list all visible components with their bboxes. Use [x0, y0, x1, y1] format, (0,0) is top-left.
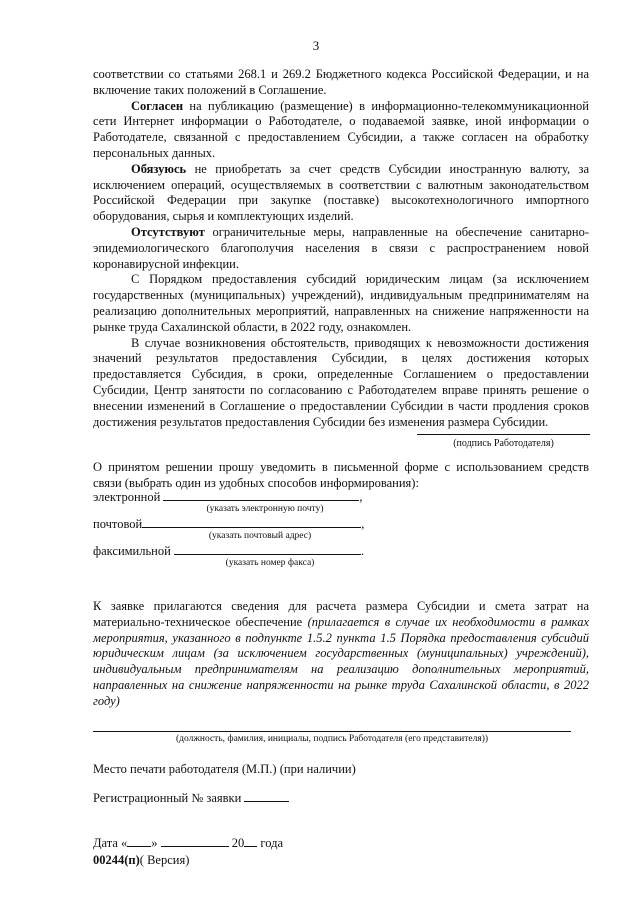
- page-number: 3: [312, 38, 320, 53]
- fax-label: факсимильной: [93, 544, 171, 558]
- postal-contact-row: почтовой ,: [93, 517, 365, 531]
- postal-hint: (указать почтовый адрес): [208, 531, 312, 541]
- employer-signature-label: (подпись Работодателя): [453, 438, 554, 449]
- official-signature-line[interactable]: [93, 731, 571, 732]
- consent-keyword: Согласен: [131, 98, 184, 113]
- fax-number-field[interactable]: [174, 543, 361, 555]
- paragraph-consent-publication: Согласен на публикацию (размещение) в информационно-телекоммуникационной сети Интернет информации о Работодателе, о подаваемой заявке, иной информации о Работодателе, связанной с предоставлением Субсидии, а также согласен на обработку персональных данных.: [93, 98, 589, 160]
- paragraph-budget-code: соответствии со статьями 268.1 и 269.2 Бюджетного кодекса Российской Федерации, и на включение таких положений в Соглашение.: [93, 67, 589, 97]
- paragraph-circumstances: В случае возникновения обстоятельств, приводящих к невозможности достижения значений результатов предоставления Субсидии, в целях достижения которых предоставляется Субсидия, в сроки, определенные Соглашением о предоставлении Субсидии, Центр занятости по согласованию с Работодателем вправе принять решение о внесении изменений в Соглашение о предоставлении Субсидии в части продления сроков достижения результатов предоставления Субсидии без изменения размера Субсидии.: [93, 335, 589, 429]
- terms-body: [93, 67, 589, 430]
- paragraph-restrictions: Отсутствуют ограничительные меры, направленные на обеспечение санитарно-эпидемиологического благополучия населения в связи с распространением новой коронавирусной инфекции.: [93, 224, 589, 271]
- official-signature-label: (должность, фамилия, инициалы, подпись Работодателя (его представителя)): [175, 734, 489, 744]
- electronic-contact-row: электронной ,: [93, 490, 363, 504]
- postal-label: почтовой: [93, 517, 143, 531]
- stamp-place-text: Место печати работодателя (М.П.) (при наличии): [93, 762, 356, 776]
- notification-request: О принятом решении прошу уведомить в письменной форме с использованием средств связи (выбрать один из удобных способов информирования):: [93, 460, 589, 490]
- registration-label: Регистрационный № заявки: [93, 791, 242, 805]
- paragraph-currency-obligation: Обязуюсь не приобретать за счет средств Субсидии иностранную валюту, за исключением операций, осуществляемых в соответствии с валютным законодательством Российской Федерации при закупке (поставке) высокотехнологичного импортного оборудования, сырья и комплектующих изделий.: [93, 161, 589, 224]
- electronic-email-field[interactable]: [163, 489, 359, 501]
- paragraph-procedure-acknowledged: С Порядком предоставления субсидий юридическим лицам (за исключением государственных (муниципальных) учреждений), индивидуальным предпринимателям на реализацию дополнительных мероприятий, направленных на снижение напряженности на рынке труда Сахалинской области, в 2022 году, ознакомлен.: [93, 272, 589, 334]
- date-row: Дата « » 20 года: [93, 836, 284, 850]
- employer-signature-line[interactable]: [417, 434, 590, 435]
- restrictions-keyword: Отсутствуют: [131, 224, 205, 239]
- date-month-field[interactable]: [161, 835, 229, 847]
- attachment-paragraph: К заявке прилагаются сведения для расчета размера Субсидии и смета затрат на материально-техническое обеспечение (прилагается в случае их необходимости в рамках мероприятия, указанного в подпункте 1.5.2 пункта 1.5 Порядка предоставления субсидий юридическим лицам (за исключением государственных (муниципальных) учреждений), индивидуальным предпринимателям на реализацию дополнительных мероприятий, направленных на снижение напряженности на рынке труда Сахалинской области, в 2022 году): [93, 599, 590, 708]
- electronic-hint: (указать электронную почту): [206, 504, 324, 514]
- form-code: 00244(п)( Версия): [93, 853, 190, 867]
- fax-hint: (указать номер факса): [225, 558, 315, 568]
- date-day-field[interactable]: [127, 835, 151, 847]
- attachment-note: (прилагается в случае их необходимости в рамках мероприятия, указанного в подпункте 1.5.2 пункта 1.5 Порядка предоставления субсидий юридическим лицам (за исключением государственных (муниципальных) учреждений), индивидуальным предпринимателям на реализацию дополнительных мероприятий, направленных на снижение напряженности на рынке труда Сахалинской области, в 2022 году): [93, 614, 590, 708]
- postal-address-field[interactable]: [142, 516, 361, 528]
- electronic-label: электронной: [93, 490, 161, 504]
- fax-contact-row: факсимильной .: [93, 544, 365, 558]
- registration-row: [93, 790, 289, 807]
- date-year-field[interactable]: [244, 835, 257, 847]
- registration-number-field[interactable]: [244, 790, 289, 802]
- obligation-keyword: Обязуюсь: [131, 161, 187, 176]
